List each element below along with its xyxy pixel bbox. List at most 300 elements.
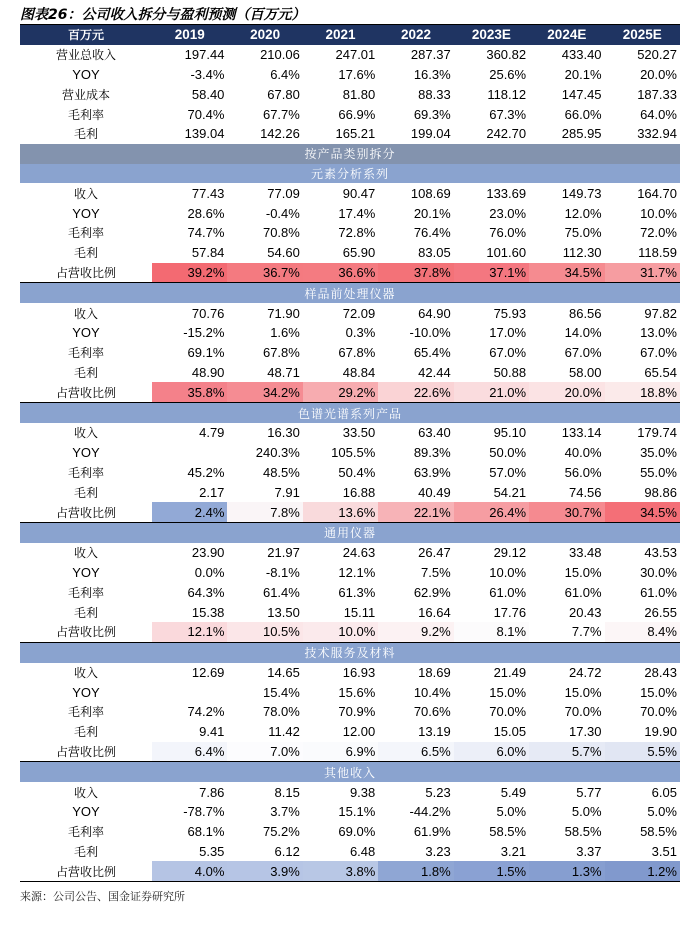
- value-cell: 15.0%: [564, 684, 602, 700]
- row-label: 收入: [73, 306, 98, 321]
- value-cell: 72.8%: [338, 225, 376, 241]
- row-label: 收入: [73, 546, 98, 561]
- value-cell: 187.33: [637, 86, 677, 102]
- row-label: YOY: [72, 564, 100, 580]
- table-row: [20, 722, 680, 742]
- value-cell: 26.47: [418, 545, 451, 561]
- table-row: [20, 243, 680, 263]
- value-cell: 5.0%: [647, 804, 677, 820]
- value-cell: 21.0%: [454, 382, 529, 402]
- value-cell: 30.7%: [529, 502, 604, 522]
- value-cell: 5.35: [199, 844, 225, 860]
- revenue-share-row: [20, 502, 680, 523]
- value-cell: 13.6%: [303, 502, 378, 522]
- value-cell: 9.38: [349, 784, 376, 800]
- value-cell: 63.40: [418, 425, 451, 441]
- value-cell: 6.05: [651, 784, 677, 800]
- value-cell: 15.0%: [489, 684, 527, 700]
- value-cell: 31.7%: [605, 263, 680, 283]
- value-cell: 70.0%: [564, 704, 602, 720]
- figure-title: 图表26：公司收入拆分与盈利预测（百万元）: [20, 7, 306, 23]
- section-label: 技术服务及材料: [304, 646, 396, 661]
- row-label: YOY: [72, 325, 100, 341]
- table-row: [20, 45, 680, 65]
- value-cell: 1.2%: [605, 861, 680, 881]
- value-cell: 70.4%: [187, 106, 225, 122]
- value-cell: 5.77: [576, 784, 602, 800]
- row-label: 毛利率: [67, 346, 104, 361]
- value-cell: 133.14: [561, 425, 602, 441]
- value-cell: 54.60: [267, 245, 300, 261]
- header-unit: 百万元: [67, 28, 104, 43]
- value-cell: 64.3%: [187, 584, 225, 600]
- value-cell: 61.3%: [338, 584, 376, 600]
- value-cell: 34.2%: [227, 382, 302, 402]
- table-row: [20, 124, 680, 144]
- value-cell: 64.90: [418, 305, 451, 321]
- header-year: 2019: [174, 27, 205, 43]
- value-cell: 35.8%: [152, 382, 227, 402]
- row-label: 毛利: [73, 246, 98, 261]
- value-cell: 242.70: [486, 126, 527, 142]
- revenue-share-row: [20, 263, 680, 284]
- table-row: [20, 183, 680, 203]
- value-cell: 97.82: [644, 305, 677, 321]
- value-cell: 58.5%: [640, 824, 677, 840]
- value-cell: 16.3%: [413, 66, 451, 82]
- source-note: 来源：公司公告、国金证券研究所: [20, 890, 185, 903]
- value-cell: 133.69: [486, 185, 527, 201]
- value-cell: 5.5%: [605, 742, 680, 762]
- value-cell: 28.6%: [187, 205, 225, 221]
- financial-table: [20, 25, 680, 882]
- value-cell: 34.5%: [529, 263, 604, 283]
- value-cell: 30.0%: [640, 564, 677, 580]
- value-cell: 65.54: [644, 364, 677, 380]
- value-cell: 12.1%: [152, 622, 227, 642]
- value-cell: 28.43: [644, 664, 677, 680]
- value-cell: 142.26: [260, 126, 300, 142]
- value-cell: 65.90: [342, 245, 376, 261]
- value-cell: 16.93: [342, 664, 376, 680]
- value-cell: 45.2%: [187, 464, 225, 480]
- value-cell: 10.0%: [640, 205, 677, 221]
- value-cell: 520.27: [637, 47, 677, 63]
- value-cell: 0.3%: [345, 325, 376, 341]
- value-cell: 75.0%: [564, 225, 602, 241]
- table-row: [20, 203, 680, 223]
- revenue-share-row: [20, 742, 680, 763]
- value-cell: 40.0%: [564, 445, 602, 461]
- table-row: [20, 84, 680, 104]
- value-cell: 147.45: [561, 86, 602, 102]
- value-cell: 1.6%: [270, 325, 300, 341]
- value-cell: 61.0%: [564, 584, 602, 600]
- value-cell: 40.49: [418, 484, 451, 500]
- value-cell: 95.10: [493, 425, 527, 441]
- value-cell: 16.64: [418, 604, 451, 620]
- row-label: 毛利率: [67, 107, 104, 122]
- value-cell: 112.30: [562, 245, 602, 261]
- value-cell: 149.73: [561, 185, 602, 201]
- value-cell: 77.43: [191, 185, 225, 201]
- value-cell: 67.0%: [564, 345, 602, 361]
- value-cell: 43.53: [644, 545, 677, 561]
- value-cell: 21.49: [493, 664, 527, 680]
- value-cell: 20.1%: [564, 66, 602, 82]
- value-cell: 4.0%: [152, 861, 227, 881]
- value-cell: 29.2%: [303, 382, 378, 402]
- table-header-row: [20, 25, 680, 45]
- revenue-share-row: [20, 622, 680, 643]
- value-cell: [152, 443, 227, 463]
- value-cell: 48.84: [342, 364, 376, 380]
- row-label: 毛利: [73, 485, 98, 500]
- value-cell: 71.90: [267, 305, 300, 321]
- table-row: [20, 682, 680, 702]
- value-cell: 7.91: [274, 484, 300, 500]
- value-cell: 3.23: [425, 844, 451, 860]
- value-cell: 287.37: [410, 47, 451, 63]
- value-cell: 10.4%: [413, 684, 451, 700]
- value-cell: 70.0%: [489, 704, 527, 720]
- value-cell: 118.12: [487, 86, 527, 102]
- value-cell: 67.0%: [640, 345, 677, 361]
- value-cell: 6.9%: [303, 742, 378, 762]
- value-cell: 15.0%: [564, 564, 602, 580]
- value-cell: 50.88: [493, 364, 527, 380]
- value-cell: [152, 682, 227, 702]
- value-cell: -78.7%: [183, 804, 225, 820]
- value-cell: 74.56: [568, 484, 602, 500]
- table-row: [20, 303, 680, 323]
- value-cell: 66.0%: [564, 106, 602, 122]
- value-cell: 332.94: [637, 126, 677, 142]
- row-label: 毛利率: [67, 705, 104, 720]
- value-cell: 86.56: [568, 305, 602, 321]
- value-cell: 58.00: [568, 364, 602, 380]
- table-row: [20, 563, 680, 583]
- value-cell: 1.8%: [378, 861, 453, 881]
- section-label: 样品前处理仪器: [304, 286, 396, 301]
- value-cell: 8.1%: [454, 622, 529, 642]
- value-cell: 14.65: [267, 664, 300, 680]
- value-cell: 66.9%: [338, 106, 376, 122]
- value-cell: 2.17: [199, 484, 225, 500]
- value-cell: -10.0%: [409, 325, 451, 341]
- value-cell: 23.0%: [489, 205, 527, 221]
- value-cell: 1.3%: [529, 861, 604, 881]
- table-row: [20, 363, 680, 383]
- value-cell: -8.1%: [265, 564, 300, 580]
- value-cell: 37.8%: [378, 263, 453, 283]
- value-cell: 105.5%: [331, 445, 376, 461]
- value-cell: 67.8%: [338, 345, 376, 361]
- value-cell: 26.4%: [454, 502, 529, 522]
- value-cell: 33.48: [568, 545, 602, 561]
- value-cell: 98.86: [644, 484, 677, 500]
- category-header: [20, 164, 680, 184]
- value-cell: 7.7%: [529, 622, 604, 642]
- value-cell: 7.5%: [421, 564, 451, 580]
- row-label: 毛利: [73, 365, 98, 380]
- value-cell: 61.0%: [640, 584, 677, 600]
- value-cell: 22.6%: [378, 382, 453, 402]
- value-cell: 197.44: [184, 47, 225, 63]
- value-cell: 247.01: [335, 47, 376, 63]
- table-row: [20, 443, 680, 463]
- value-cell: 69.0%: [338, 824, 376, 840]
- value-cell: 55.0%: [640, 464, 677, 480]
- value-cell: 68.1%: [187, 824, 225, 840]
- value-cell: 33.50: [342, 425, 376, 441]
- value-cell: 58.40: [191, 86, 225, 102]
- value-cell: 7.0%: [227, 742, 302, 762]
- value-cell: 17.6%: [338, 66, 376, 82]
- value-cell: 5.0%: [571, 804, 602, 820]
- value-cell: 70.0%: [640, 704, 677, 720]
- row-label: 毛利: [73, 127, 98, 142]
- value-cell: 24.72: [568, 664, 602, 680]
- row-label: YOY: [72, 804, 100, 820]
- section-label: 元素分析系列: [310, 166, 389, 181]
- value-cell: 50.4%: [338, 464, 376, 480]
- value-cell: 37.1%: [454, 263, 529, 283]
- category-header: [20, 643, 680, 663]
- category-header: [20, 762, 680, 782]
- value-cell: 26.55: [644, 604, 677, 620]
- value-cell: 9.41: [199, 724, 225, 740]
- value-cell: 70.6%: [413, 704, 451, 720]
- value-cell: 56.0%: [564, 464, 602, 480]
- value-cell: 0.0%: [194, 564, 225, 580]
- table-row: [20, 343, 680, 363]
- table-row: [20, 822, 680, 842]
- value-cell: 3.21: [500, 844, 527, 860]
- value-cell: 65.4%: [413, 345, 451, 361]
- value-cell: 72.0%: [640, 225, 677, 241]
- value-cell: 13.19: [418, 724, 451, 740]
- value-cell: 179.74: [637, 425, 677, 441]
- table-row: [20, 782, 680, 802]
- value-cell: 164.70: [637, 185, 677, 201]
- value-cell: 70.9%: [338, 704, 376, 720]
- value-cell: 69.3%: [413, 106, 451, 122]
- value-cell: 81.80: [342, 86, 376, 102]
- row-label: 收入: [73, 186, 98, 201]
- value-cell: 61.0%: [489, 584, 527, 600]
- value-cell: 74.7%: [187, 225, 225, 241]
- value-cell: 8.15: [274, 784, 300, 800]
- value-cell: 15.4%: [262, 684, 300, 700]
- header-year: 2023E: [471, 27, 511, 43]
- value-cell: 199.04: [410, 126, 451, 142]
- category-header: [20, 283, 680, 303]
- value-cell: -15.2%: [183, 325, 225, 341]
- row-label: 占营收比例: [55, 385, 116, 400]
- header-year: 2021: [325, 27, 356, 43]
- row-label: 毛利: [73, 605, 98, 620]
- value-cell: 12.00: [342, 724, 376, 740]
- value-cell: 88.33: [418, 86, 451, 102]
- value-cell: 5.49: [500, 784, 527, 800]
- value-cell: 62.9%: [413, 584, 451, 600]
- table-row: [20, 582, 680, 602]
- value-cell: 70.76: [191, 305, 225, 321]
- value-cell: 12.1%: [338, 564, 376, 580]
- value-cell: 3.8%: [303, 861, 378, 881]
- value-cell: 5.7%: [529, 742, 604, 762]
- row-label: 占营收比例: [55, 864, 116, 879]
- value-cell: 5.23: [425, 784, 451, 800]
- value-cell: 25.6%: [489, 66, 527, 82]
- header-year: 2025E: [622, 27, 662, 43]
- value-cell: 10.5%: [227, 622, 302, 642]
- value-cell: 48.90: [191, 364, 225, 380]
- table-row: [20, 663, 680, 683]
- table-row: [20, 104, 680, 124]
- value-cell: 5.0%: [496, 804, 527, 820]
- value-cell: 15.38: [191, 604, 225, 620]
- value-cell: 20.43: [568, 604, 602, 620]
- value-cell: 67.3%: [489, 106, 527, 122]
- value-cell: 17.4%: [338, 205, 376, 221]
- value-cell: 17.0%: [489, 325, 527, 341]
- header-year: 2020: [250, 27, 281, 43]
- value-cell: 17.76: [493, 604, 527, 620]
- value-cell: 11.42: [268, 724, 300, 740]
- row-label: 毛利率: [67, 585, 104, 600]
- value-cell: 210.06: [260, 47, 300, 63]
- value-cell: 15.0%: [640, 684, 677, 700]
- row-label: 毛利: [73, 845, 98, 860]
- value-cell: 10.0%: [489, 564, 527, 580]
- revenue-share-row: [20, 861, 680, 882]
- value-cell: 14.0%: [564, 325, 602, 341]
- value-cell: 75.93: [493, 305, 527, 321]
- value-cell: 39.2%: [152, 263, 227, 283]
- value-cell: 15.05: [493, 724, 527, 740]
- revenue-share-row: [20, 382, 680, 403]
- value-cell: 8.4%: [605, 622, 680, 642]
- value-cell: 6.48: [349, 844, 376, 860]
- value-cell: -44.2%: [409, 804, 451, 820]
- value-cell: 78.0%: [262, 704, 300, 720]
- header-year: 2024E: [547, 27, 587, 43]
- value-cell: 15.1%: [338, 804, 376, 820]
- value-cell: 74.2%: [187, 704, 225, 720]
- category-header: [20, 523, 680, 543]
- value-cell: 23.90: [191, 545, 225, 561]
- value-cell: 76.4%: [413, 225, 451, 241]
- row-label: YOY: [72, 684, 100, 700]
- value-cell: 18.8%: [605, 382, 680, 402]
- value-cell: 139.04: [184, 126, 225, 142]
- value-cell: 72.09: [342, 305, 376, 321]
- value-cell: 108.69: [410, 185, 451, 201]
- value-cell: 77.09: [267, 185, 300, 201]
- value-cell: 12.0%: [564, 205, 602, 221]
- value-cell: 4.79: [199, 425, 225, 441]
- value-cell: 118.59: [638, 245, 677, 261]
- value-cell: 285.95: [561, 126, 602, 142]
- value-cell: 1.5%: [454, 861, 529, 881]
- row-label: 毛利率: [67, 825, 104, 840]
- value-cell: 6.4%: [270, 66, 300, 82]
- table-row: [20, 842, 680, 862]
- row-label: 营业成本: [61, 87, 110, 102]
- value-cell: 10.0%: [303, 622, 378, 642]
- table-row: [20, 482, 680, 502]
- value-cell: 7.86: [199, 784, 225, 800]
- value-cell: 101.60: [486, 245, 527, 261]
- table-row: [20, 702, 680, 722]
- row-label: YOY: [72, 205, 100, 221]
- value-cell: 17.30: [568, 724, 602, 740]
- table-row: [20, 223, 680, 243]
- value-cell: 24.63: [342, 545, 376, 561]
- value-cell: 6.0%: [454, 742, 529, 762]
- value-cell: 34.5%: [605, 502, 680, 522]
- row-label: 收入: [73, 785, 98, 800]
- row-label: 营业总收入: [55, 48, 116, 63]
- row-label: 占营收比例: [55, 265, 116, 280]
- section-header: [20, 144, 680, 164]
- value-cell: 36.6%: [303, 263, 378, 283]
- header-year: 2022: [400, 27, 431, 43]
- value-cell: 35.0%: [640, 445, 677, 461]
- table-row: [20, 423, 680, 443]
- value-cell: 29.12: [493, 545, 527, 561]
- table-row: [20, 65, 680, 85]
- value-cell: 57.84: [191, 245, 225, 261]
- value-cell: 6.12: [274, 844, 300, 860]
- value-cell: 90.47: [342, 185, 376, 201]
- row-label: YOY: [72, 66, 100, 82]
- value-cell: 16.88: [342, 484, 376, 500]
- value-cell: 165.21: [335, 126, 376, 142]
- row-label: 占营收比例: [55, 745, 116, 760]
- value-cell: 3.9%: [227, 861, 302, 881]
- value-cell: 20.0%: [640, 66, 677, 82]
- row-label: YOY: [72, 445, 100, 461]
- value-cell: 58.5%: [489, 824, 527, 840]
- value-cell: 75.2%: [262, 824, 300, 840]
- value-cell: 360.82: [486, 47, 527, 63]
- value-cell: 67.7%: [262, 106, 300, 122]
- row-label: 毛利率: [67, 226, 104, 241]
- value-cell: 69.1%: [187, 345, 225, 361]
- row-label: 收入: [73, 426, 98, 441]
- table-row: [20, 543, 680, 563]
- section-label: 色谱光谱系列产品: [297, 406, 402, 421]
- value-cell: 48.5%: [262, 464, 300, 480]
- value-cell: 61.4%: [262, 584, 300, 600]
- value-cell: 15.6%: [338, 684, 376, 700]
- value-cell: 70.8%: [262, 225, 300, 241]
- value-cell: 63.9%: [413, 464, 451, 480]
- value-cell: 15.11: [343, 604, 376, 620]
- section-label: 按产品类别拆分: [304, 147, 396, 162]
- value-cell: 433.40: [561, 47, 602, 63]
- value-cell: 6.4%: [152, 742, 227, 762]
- value-cell: 21.97: [267, 545, 300, 561]
- value-cell: 54.21: [493, 484, 527, 500]
- value-cell: 83.05: [418, 245, 451, 261]
- value-cell: 9.2%: [378, 622, 453, 642]
- table-row: [20, 323, 680, 343]
- value-cell: 16.30: [267, 425, 300, 441]
